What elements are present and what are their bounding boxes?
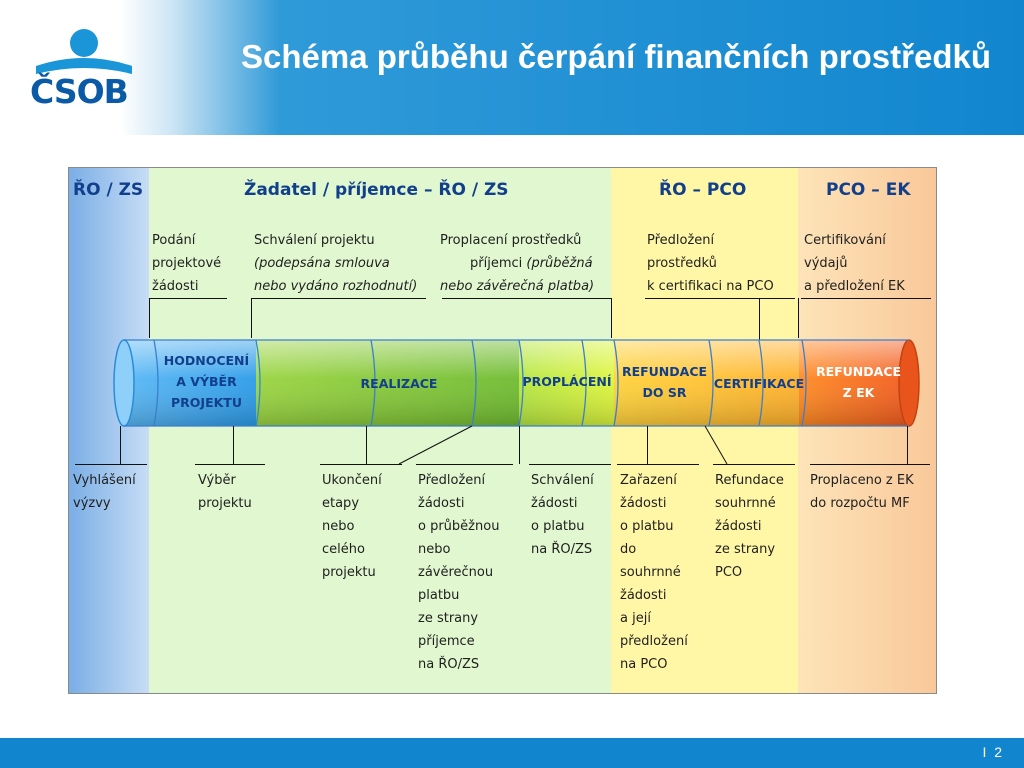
connector-line	[416, 464, 513, 465]
pipeline-left-cap	[114, 340, 134, 426]
note-podani: Podání projektové žádosti	[152, 233, 222, 294]
note-proplaceno: Proplaceno z EK do rozpočtu MF	[810, 473, 914, 511]
note-zarazeni: Zařazení žádosti o platbu do souhrnné žádosti a její předložení na PCO	[620, 473, 688, 672]
connector-line	[617, 464, 699, 465]
page-indicator	[983, 744, 1002, 760]
connector-line	[320, 464, 402, 465]
slide-footer	[0, 738, 1024, 768]
column-heading: Žadatel / příjemce – ŘO / ZS	[244, 180, 509, 200]
connector-line	[519, 426, 520, 464]
note-refundace: Refundace souhrnné žádosti ze strany PCO	[715, 473, 784, 580]
connector-line	[195, 464, 265, 465]
pipeline-label-refundace-sr: REFUNDACE DO SR	[621, 364, 708, 400]
connector-line	[713, 464, 795, 465]
column-heading: PCO – EK	[826, 180, 911, 200]
logo-text: ČSOB	[30, 72, 128, 111]
pipeline-label-refundace-ek: REFUNDACE Z EK	[815, 364, 902, 400]
note-vyhlaseni: Vyhlášení výzvy	[73, 473, 136, 511]
pipeline-label-realizace: REALIZACE	[360, 376, 438, 391]
connector-line	[529, 464, 611, 465]
note-ukonceni: Ukončení etapy nebo celého projektu	[322, 473, 382, 580]
slide-header	[0, 0, 1024, 135]
slide-title: Schéma průběhu čerpání finančních prostředků	[241, 38, 991, 75]
note-proplaceni: Proplacení prostředků příjemci (průběžná nebo závěrečná platba)	[440, 233, 595, 294]
connector-line	[233, 426, 234, 464]
csob-wave-logo-icon	[34, 28, 134, 78]
connector-line	[366, 426, 367, 464]
connector-line	[907, 426, 908, 464]
note-predlozeni-zadosti: Předložení žádosti o průběžnou nebo závěrečnou platbu ze strany příjemce na ŘO/ZS	[418, 473, 500, 672]
process-pipeline	[69, 168, 936, 693]
note-schvaleni-zadosti: Schválení žádosti o platbu na ŘO/ZS	[531, 473, 594, 557]
column-heading: ŘO / ZS	[73, 180, 144, 200]
column-heading: ŘO – PCO	[659, 180, 747, 200]
note-predlozeni-prostredku: Předložení prostředků k certifikaci na PCO	[647, 233, 774, 294]
note-certifikovani: Certifikování výdajů a předložení EK	[804, 233, 905, 294]
connector-line	[120, 426, 121, 464]
pipeline-label-hodnoceni: HODNOCENÍ A VÝBĚR PROJEKTU	[163, 353, 250, 410]
connector-line	[75, 464, 147, 465]
pipeline-label-certifikace: CERTIFIKACE	[713, 376, 805, 391]
pipeline-label-proplaceni: PROPLÁCENÍ	[522, 374, 612, 389]
process-diagram	[68, 167, 937, 694]
note-vyber: Výběr projektu	[198, 473, 252, 511]
connector-line	[647, 426, 648, 464]
connector-line	[810, 464, 930, 465]
note-schvaleni-projektu: Schválení projektu (podepsána smlouva nebo vydáno rozhodnutí)	[254, 233, 418, 294]
page-separator: I	[982, 744, 987, 760]
page-number: 2	[994, 744, 1002, 760]
